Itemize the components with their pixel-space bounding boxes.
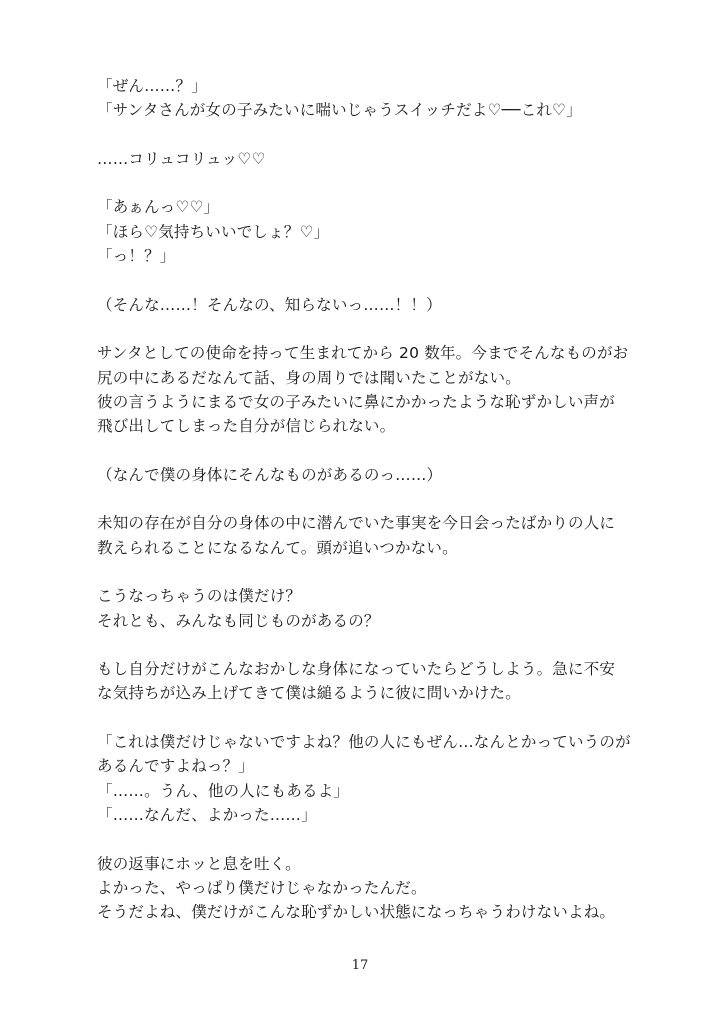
text-line: サンタとしての使命を持って生まれてから 20 数年。今までそんなものがお — [97, 344, 629, 363]
blank-line — [97, 438, 637, 462]
text-line: 「っ！？」 — [97, 247, 176, 266]
blank-line — [97, 317, 637, 341]
text-line: あるんですよねっ？」 — [97, 757, 255, 776]
text-line: それとも、みんなも同じものがあるの？ — [97, 611, 380, 630]
text-line: そうだよね、僕だけがこんな恥ずかしい状態になっちゃうわけないよね。 — [97, 903, 616, 922]
text-line: 「サンタさんが女の子みたいに喘いじゃうスイッチだよ♡──これ♡」 — [97, 101, 582, 120]
blank-line — [97, 171, 637, 195]
blank-line — [97, 487, 637, 511]
blank-line — [97, 706, 637, 730]
text-line: 「……。うん、他の人にもあるよ」 — [97, 781, 350, 800]
text-line: 「ぜん……？」 — [97, 77, 207, 95]
body-text — [97, 74, 637, 924]
text-line: （なんで僕の身体にそんなものがあるのっ……） — [97, 465, 443, 484]
blank-line — [97, 633, 637, 657]
text-line: ……コリュコリュッ♡♡ — [97, 149, 266, 168]
text-line: 「これは僕だけじゃないですよね？他の人にもぜん…なんとかっていうのが — [97, 733, 631, 752]
text-line: （そんな……！そんなの、知らないっ……！！） — [97, 295, 442, 314]
text-line: 彼の言うようにまるで女の子みたいに鼻にかかったような恥ずかしい声が — [97, 392, 615, 411]
text-line: 「……なんだ、よかった……」 — [97, 805, 317, 824]
blank-line — [97, 827, 637, 851]
text-line: 尻の中にあるだなんて話、身の周りでは聞いたことがない。 — [97, 368, 521, 387]
text-line: こうなっちゃうのは僕だけ？ — [97, 587, 302, 606]
text-line: な気持ちが込み上げてきて僕は縋るように彼に問いかけた。 — [97, 684, 521, 703]
text-line: 彼の返事にホッと息を吐く。 — [97, 854, 301, 873]
text-line: 教えられることになるなんて。頭が追いつかない。 — [97, 538, 458, 557]
text-line: よかった、やっぱり僕だけじゃなかったんだ。 — [97, 878, 427, 897]
blank-line — [97, 123, 637, 147]
text-line: 未知の存在が自分の身体の中に潜んでいた事実を今日会ったばかりの人に — [97, 514, 616, 533]
text-line: 飛び出してしまった自分が信じられない。 — [97, 417, 396, 436]
blank-line — [97, 268, 637, 292]
text-line: 「ほら♡気持ちいいでしょ？♡」 — [97, 222, 330, 241]
text-line: 「あぁんっ♡♡」 — [97, 198, 220, 217]
page-number: 17 — [351, 958, 369, 973]
blank-line — [97, 560, 637, 584]
text-line: もし自分だけがこんなおかしな身体になっていたらどうしよう。急に不安 — [97, 660, 616, 679]
